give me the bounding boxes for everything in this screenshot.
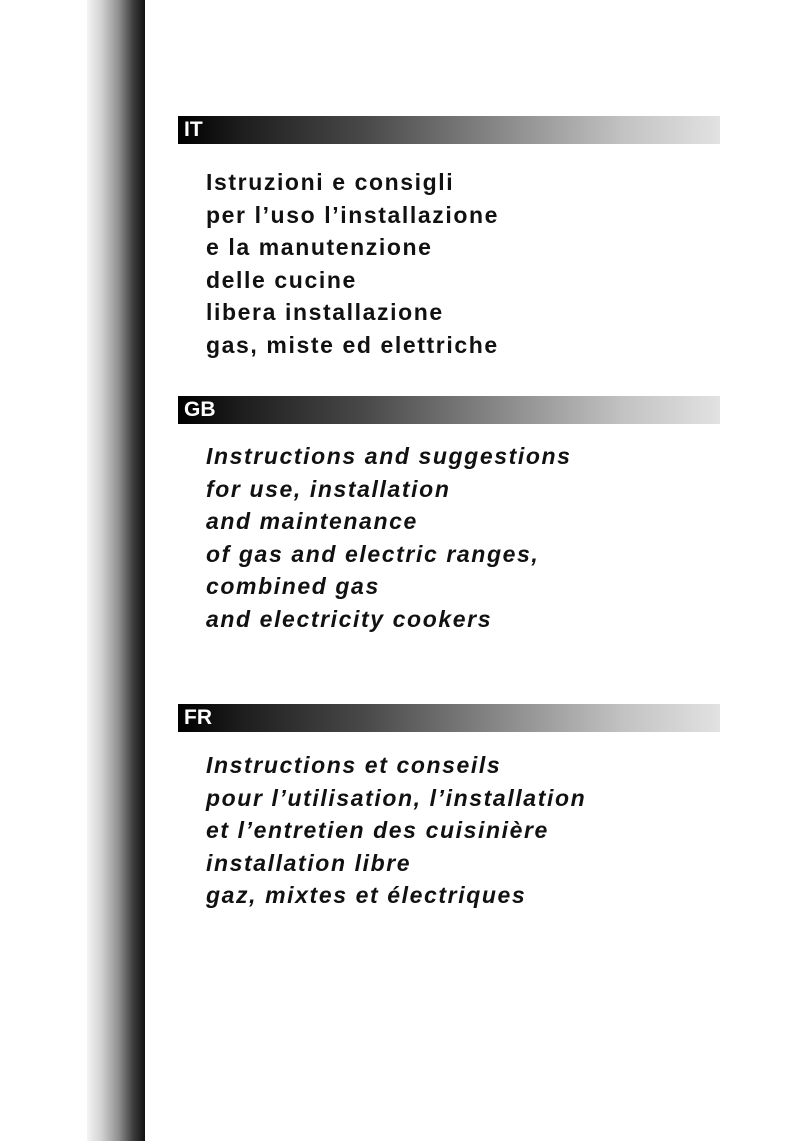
language-bar-gb bbox=[178, 396, 720, 424]
title-line: pour l’utilisation, l’installation bbox=[206, 784, 587, 811]
language-code-it: IT bbox=[184, 118, 203, 141]
section-fr bbox=[178, 704, 720, 912]
title-line: combined gas bbox=[206, 573, 380, 599]
decorative-side-strip bbox=[87, 0, 145, 1141]
title-line: installation libre bbox=[206, 849, 412, 876]
title-line: gaz, mixtes et électriques bbox=[206, 882, 527, 908]
language-bar-it bbox=[178, 116, 720, 144]
section-gb bbox=[178, 396, 720, 635]
title-line: Istruzioni e consigli bbox=[206, 169, 455, 195]
title-line: Instructions et conseils bbox=[206, 752, 502, 778]
title-line: and maintenance bbox=[206, 508, 418, 534]
title-line: e la manutenzione bbox=[206, 234, 433, 260]
title-lines-it bbox=[206, 166, 720, 361]
title-line: Instructions and suggestions bbox=[206, 443, 572, 469]
title-line: et l’entretien des cuisinière bbox=[206, 817, 549, 843]
title-line: per l’uso l’installazione bbox=[206, 201, 500, 228]
language-code-fr: FR bbox=[184, 706, 212, 729]
title-line: libera installazione bbox=[206, 299, 444, 325]
title-line: delle cucine bbox=[206, 266, 357, 293]
title-line: of gas and electric ranges, bbox=[206, 540, 540, 567]
section-it bbox=[178, 116, 720, 361]
title-lines-fr bbox=[206, 749, 720, 912]
title-line: for use, installation bbox=[206, 475, 451, 502]
language-code-gb: GB bbox=[184, 398, 216, 421]
title-line: and electricity cookers bbox=[206, 605, 493, 632]
title-lines-gb bbox=[206, 440, 720, 635]
language-bar-fr bbox=[178, 704, 720, 732]
title-line: gas, miste ed elettriche bbox=[206, 331, 499, 358]
